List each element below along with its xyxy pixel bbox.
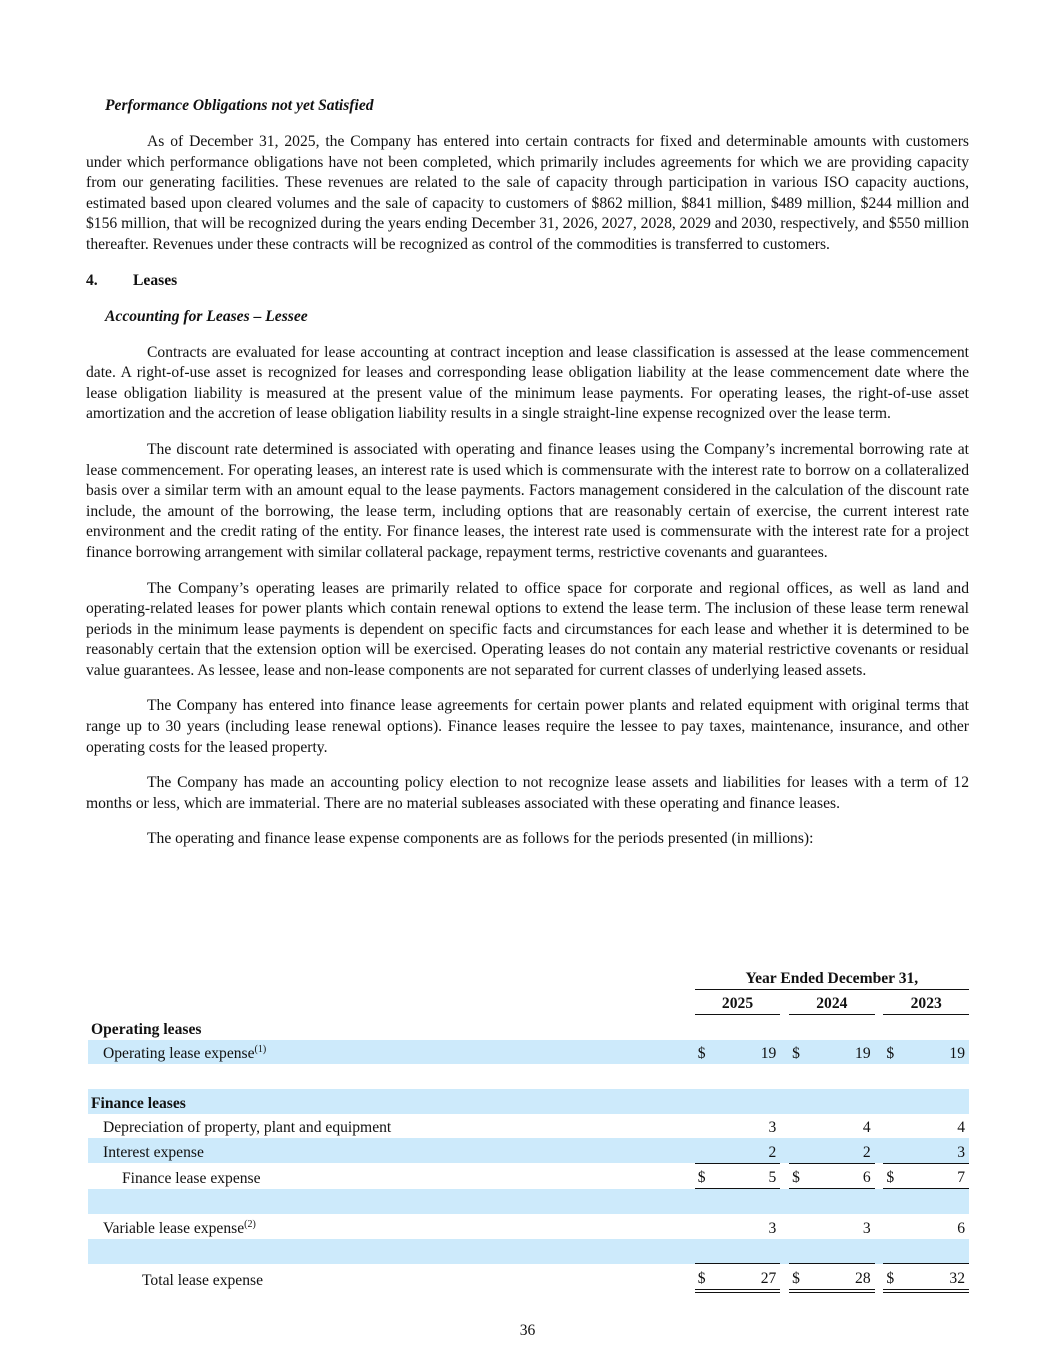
table-header-group-row [88,964,969,989]
currency-symbol: $ [695,1264,712,1291]
year-ended-header: Year Ended December 31, [695,964,969,989]
value-2024: 3 [862,1219,871,1237]
operating-leases-header-row [88,1015,969,1040]
value-2023: 6 [957,1219,965,1237]
currency-symbol: $ [695,1040,712,1065]
spacer-row [88,1189,969,1214]
finance-leases-header-row [88,1089,969,1114]
value-2023: 7 [900,1163,969,1189]
paragraph-operating-leases: The Company’s operating leases are primarily related to office space for corporate and regional offices, as well as land and operating-related leases for power plants which contain renewal options to extend the lease term. The inclusion of these lease term renewal periods in the minimum lease payments is dependent on specific facts and circumstances for each lease and whether it is determined to be reasonably certain that the extension option will be exercised. Operating leases do not contain any material restrictive covenants or residual value guarantees. As lessee, lease and non-lease components are not separated for current classes of underlying leased assets. [86,579,969,679]
row-label: Finance lease expense [122,1169,261,1187]
table-header-years-row [88,989,969,1015]
row-label: Interest expense [88,1138,692,1163]
value-2023: 32 [900,1264,969,1291]
perf-obligations-heading: Performance Obligations not yet Satisfied [105,97,374,114]
paragraph-finance-leases: The Company has entered into finance lease agreements for certain power plants and related equipment with original terms that range up to 30 years (including lease renewal options). Finance leases require the lessee to pay taxes, maintenance, insurance, and other operating costs for the leased property. [86,697,969,756]
footnote-marker: (2) [244,1218,256,1230]
document-body [86,96,969,850]
table-row [88,1114,969,1139]
paragraph-discount-rate: The discount rate determined is associated with operating and finance leases using the Company’s incremental borrowing rate at lease commencement. For operating leases, an interest rate is used which is commensurate with the interest rate to borrow on a collateralized basis over a similar term with an amount equal to the lease payments. Factors management considered in the calculation of the discount rate include, the amount of the borrowing, the lease term, including options that are reasonably certain of exercise, the current interest rate environment and the credit rating of the entity. For finance leases, the interest rate used is commensurate with the interest rate for a project finance borrowing arrangement with similar collateral package, repayment terms, restrictive covenants and guarantees. [86,440,969,561]
year-header-2025: 2025 [695,989,781,1015]
lessee-subheading: Accounting for Leases – Lessee [105,307,308,325]
table-row-total [88,1264,969,1291]
section-name: Leases [133,271,178,289]
value-2025: 27 [712,1264,781,1291]
row-label: Total lease expense [142,1271,264,1289]
operating-leases-label: Operating leases [91,1020,202,1038]
value-2025: 3 [768,1119,777,1137]
footnote-marker: (1) [254,1044,267,1056]
currency-symbol: $ [789,1163,806,1189]
currency-symbol: $ [883,1163,900,1189]
spacer-row [88,1064,969,1089]
spacer-row [88,1239,969,1264]
value-2024: 2 [806,1138,875,1163]
value-2024: 28 [806,1264,875,1291]
table-row [88,1040,969,1065]
row-label: Depreciation of property, plant and equipment [103,1119,392,1137]
table-row-subtotal [88,1163,969,1189]
currency-symbol: $ [883,1040,900,1065]
value-2025: 2 [712,1138,781,1163]
paragraph-contracts: Contracts are evaluated for lease accounting at contract inception and lease classification is assessed at the lease commencement date. A right-of-use asset is recognized for leases and corresponding lease obligation liability at the lease commencement date where the lease obligation liability is measured at the present value of the minimum lease payments. For operating leases, the right-of-use asset amortization and the accretion of lease obligation liability results in a single straight-line expense recognized over the lease term. [86,343,969,423]
value-2024: 6 [806,1163,875,1189]
year-header-2023: 2023 [883,989,969,1015]
table-row [88,1214,969,1239]
section-number: 4. [86,271,98,289]
row-label: Operating lease expense$^{(1)}$ [88,1040,692,1065]
currency-symbol: $ [789,1264,806,1291]
section-title [86,271,969,291]
value-2023: 3 [900,1138,969,1163]
value-2025: 5 [712,1163,781,1189]
perf-obligations-paragraph: As of December 31, 2025, the Company has entered into certain contracts for fixed and determinable amounts with customers under which performance obligations have not been completed, which primarily includes agreements for which we are providing capacity from our generating facilities. These revenues are related to the sale of capacity through participation in various ISO capacity auctions, estimated based upon cleared volumes and the sale of capacity to customers of $862 million, $841 million, $489 million, $244 million and $156 million, that will be recognized during the years ending December 31, 2026, 2027, 2028, 2029 and 2030, respectively, and $550 million thereafter. Revenues under these contracts will be recognized as control of the commodities is transferred to customers. [86,133,969,253]
paragraph-policy-election: The Company has made an accounting policy election to not recognize lease assets and liabilities for leases with a term of 12 months or less, which are immaterial. There are no material subleases associated with these operating and finance leases. [86,774,969,812]
value-2023: 4 [957,1119,965,1137]
value-2024: 4 [862,1119,871,1137]
row-label: Variable lease expense$^{(2)}$ [103,1218,256,1237]
value-2025: 3 [768,1219,777,1237]
currency-symbol: $ [883,1264,900,1291]
currency-symbol: $ [695,1163,712,1189]
value-2025: 19 [712,1040,781,1065]
paragraph-table-intro: The operating and finance lease expense components are as follows for the periods presented (in millions): [147,830,814,848]
table-row [88,1138,969,1163]
value-2023: 19 [900,1040,969,1065]
finance-leases-label: Finance leases [88,1089,692,1114]
value-2024: 19 [806,1040,875,1065]
lease-expense-table [88,964,969,1293]
currency-symbol: $ [789,1040,806,1065]
year-header-2024: 2024 [789,989,875,1015]
page-number: 36 [519,1322,536,1339]
